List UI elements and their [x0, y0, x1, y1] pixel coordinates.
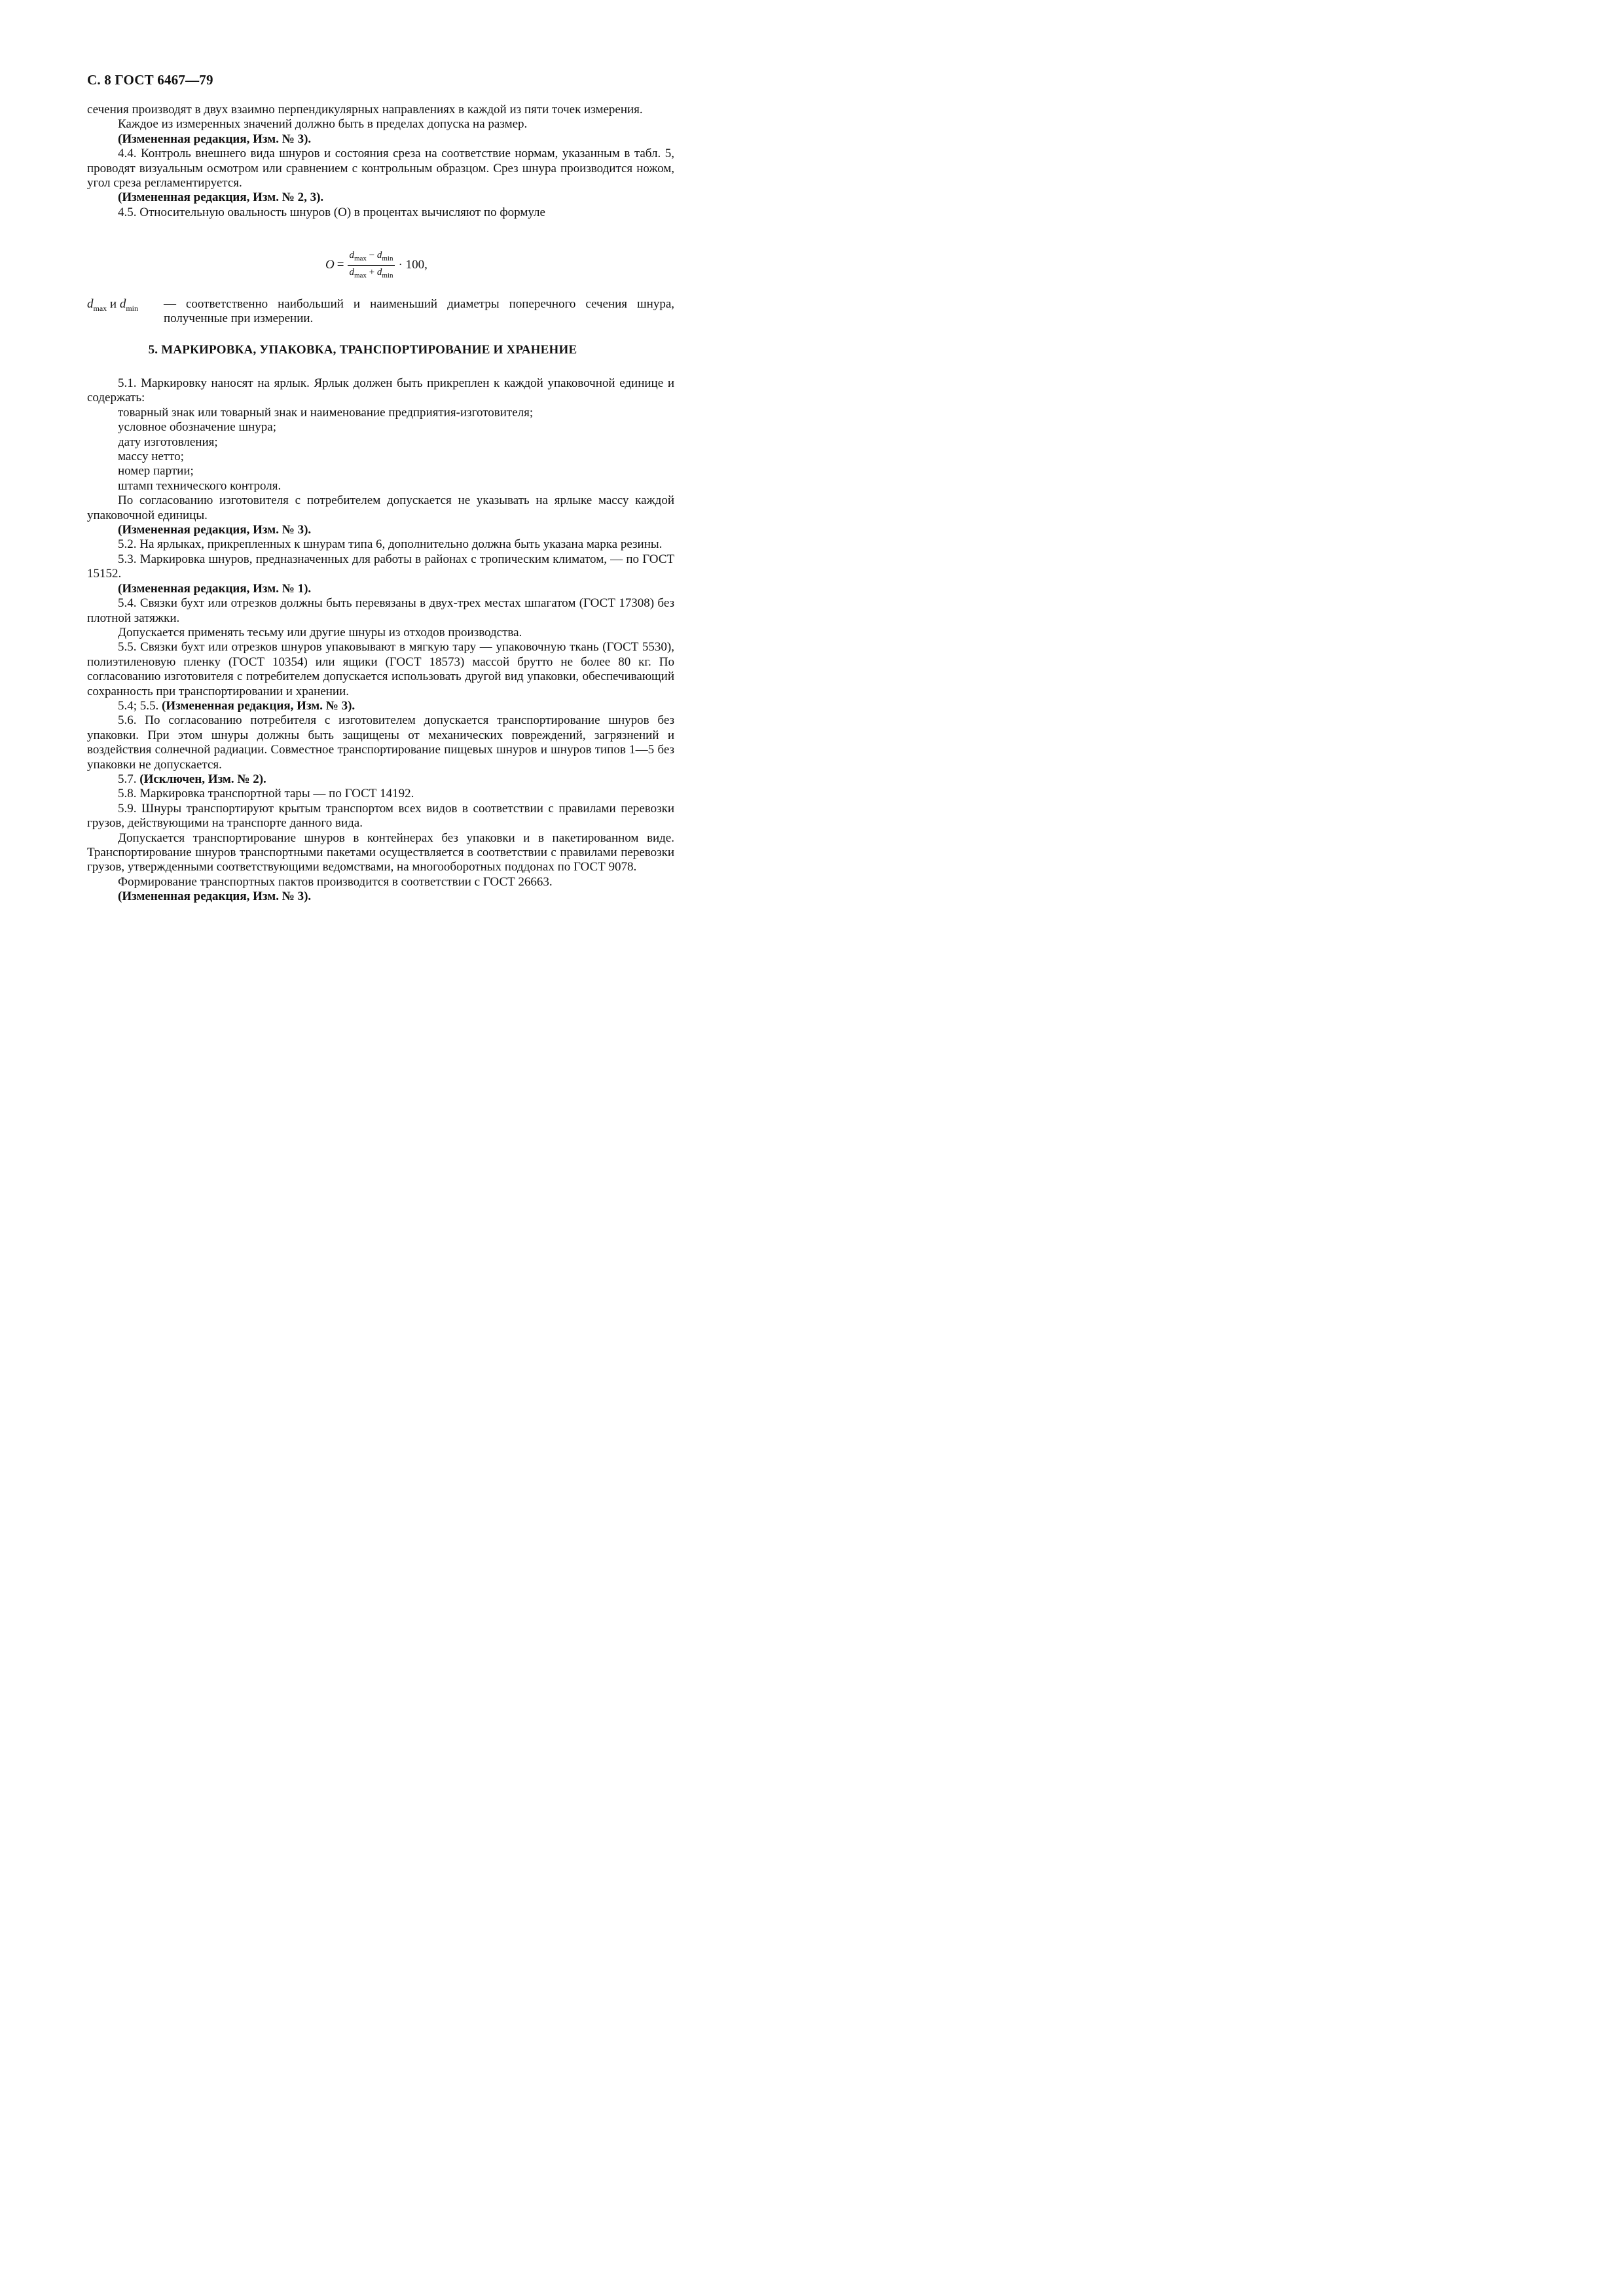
formula-tail: · 100,: [398, 258, 428, 272]
list-item: номер партии;: [118, 464, 194, 478]
paragraph-4-5: 4.5. Относительную овальность шнуров (О) в процентах вычисляют по формуле: [118, 205, 545, 219]
list-item: условное обозначение шнура;: [118, 420, 276, 435]
paragraph-5-4-5-5-note: 5.4; 5.5. (Измененная редакция, Изм. № 3).: [118, 698, 356, 713]
paragraph-5-2: 5.2. На ярлыках, прикрепленных к шнурам типа 6, дополнительно должна быть указана марка резины.: [118, 537, 663, 552]
paragraph-5-9: 5.9. Шнуры транспортируют крытым транспортом всех видов в соответствии с правилами перевозки грузов, действующими на транспорте данного вида.: [87, 801, 674, 831]
formula-numerator: $d_{max} - d_{min}$: [349, 249, 393, 262]
paragraph-5-6: 5.6. По согласованию потребителя с изготовителем допускается транспортирование шнуров без упаковки. При этом шнуры должны быть защищены от механических повреждений, загрязнений и воздействия солнечной радиации. Совместное транспортирование пищевых шнуров и шнуров типов 1—5 без упаковки не допускается.: [87, 713, 674, 772]
paragraph-agreement: По согласованию изготовителя с потребителем допускается не указывать на ярлыке массу каждой упаковочной единицы.: [87, 493, 674, 522]
paragraph-5-5: 5.5. Связки бухт или отрезков шнуров упаковывают в мягкую тару — упаковочную ткань (ГОСТ 5530), полиэтиленовую пленку (ГОСТ 10354) или ящики (ГОСТ 18573) массой брутто не более 80 кг. По согласованию изготовителя с потребителем допускается использовать другой вид упаковки, обеспечивающий сохранность при транспортировании и хранении.: [87, 640, 674, 698]
paragraph-5-4-addendum: Допускается применять тесьму или другие шнуры из отходов производства.: [118, 625, 522, 639]
fraction-bar: [348, 265, 394, 266]
legend-description: — соответственно наибольший и наименьший диаметры поперечного сечения шнура, полученные при измерении.: [164, 297, 674, 326]
list-item: штамп технического контроля.: [118, 478, 282, 493]
page-header: С. 8 ГОСТ 6467—79: [87, 72, 213, 88]
formula-legend: [87, 297, 674, 327]
formula-lhs: О: [325, 258, 335, 272]
paragraph-5-9-containers: Допускается транспортирование шнуров в контейнерах без упаковки и в пакетированном виде. Транспортирование шнуров транспортными пакетами осуществляется в соответствии с правилами перевозки грузов, утвержденными соответствующими ведомствами, на многооборотных поддонах по ГОСТ 9078.: [87, 831, 674, 874]
document-page: [0, 0, 725, 1026]
ovality-formula: [325, 248, 428, 282]
list-item: товарный знак или товарный знак и наименование предприятия-изготовителя;: [118, 405, 534, 420]
section-5-title: 5. МАРКИРОВКА, УПАКОВКА, ТРАНСПОРТИРОВАНИЕ И ХРАНЕНИЕ: [148, 343, 577, 357]
formula-fraction: [348, 249, 394, 281]
amendment-note: (Измененная редакция, Изм. № 2, 3).: [118, 190, 324, 205]
paragraph-4-3-continuation: сечения производят в двух взаимно перпендикулярных направлениях в каждой из пяти точек измерения.: [87, 103, 643, 117]
formula-denominator: $d_{max} + d_{min}$: [349, 266, 393, 279]
paragraph-4-4: 4.4. Контроль внешнего вида шнуров и состояния среза на соответствие нормам, указанным в табл. 5, проводят визуальным осмотром или сравнением с контрольным образцом. Срез шнура производится ножом, угол среза регламентируется.: [87, 147, 674, 190]
paragraph-5-1: 5.1. Маркировку наносят на ярлык. Ярлык должен быть прикреплен к каждой упаковочной единице и содержать:: [87, 376, 674, 405]
amendment-note: (Измененная редакция, Изм. № 3).: [118, 889, 312, 904]
paragraph-5-7: 5.7. (Исключен, Изм. № 2).: [118, 772, 266, 786]
paragraph-5-9-packets: Формирование транспортных пактов производится в соответствии с ГОСТ 26663.: [118, 874, 553, 889]
amendment-note: (Измененная редакция, Изм. № 1).: [118, 581, 312, 596]
list-item: массу нетто;: [118, 450, 184, 464]
formula-equals: =: [337, 258, 344, 272]
paragraph-5-4: 5.4. Связки бухт или отрезков должны быть перевязаны в двух-трех местах шпагатом (ГОСТ 17308) без плотной затяжки.: [87, 596, 674, 625]
amendment-note: (Измененная редакция, Изм. № 3).: [118, 523, 312, 537]
legend-symbols: $d_{max}$ и $d_{min}$: [87, 297, 139, 313]
paragraph-5-8: 5.8. Маркировка транспортной тары — по ГОСТ 14192.: [118, 787, 414, 801]
list-item: дату изготовления;: [118, 435, 218, 449]
section-5-block: [87, 376, 674, 905]
section-4-block: [87, 103, 674, 220]
paragraph-5-3: 5.3. Маркировка шнуров, предназначенных для работы в районах с тропическим климатом, — по ГОСТ 15152.: [87, 552, 674, 581]
paragraph-tolerance: Каждое из измеренных значений должно быть в пределах допуска на размер.: [118, 117, 528, 132]
amendment-note: (Измененная редакция, Изм. № 3).: [118, 132, 312, 146]
